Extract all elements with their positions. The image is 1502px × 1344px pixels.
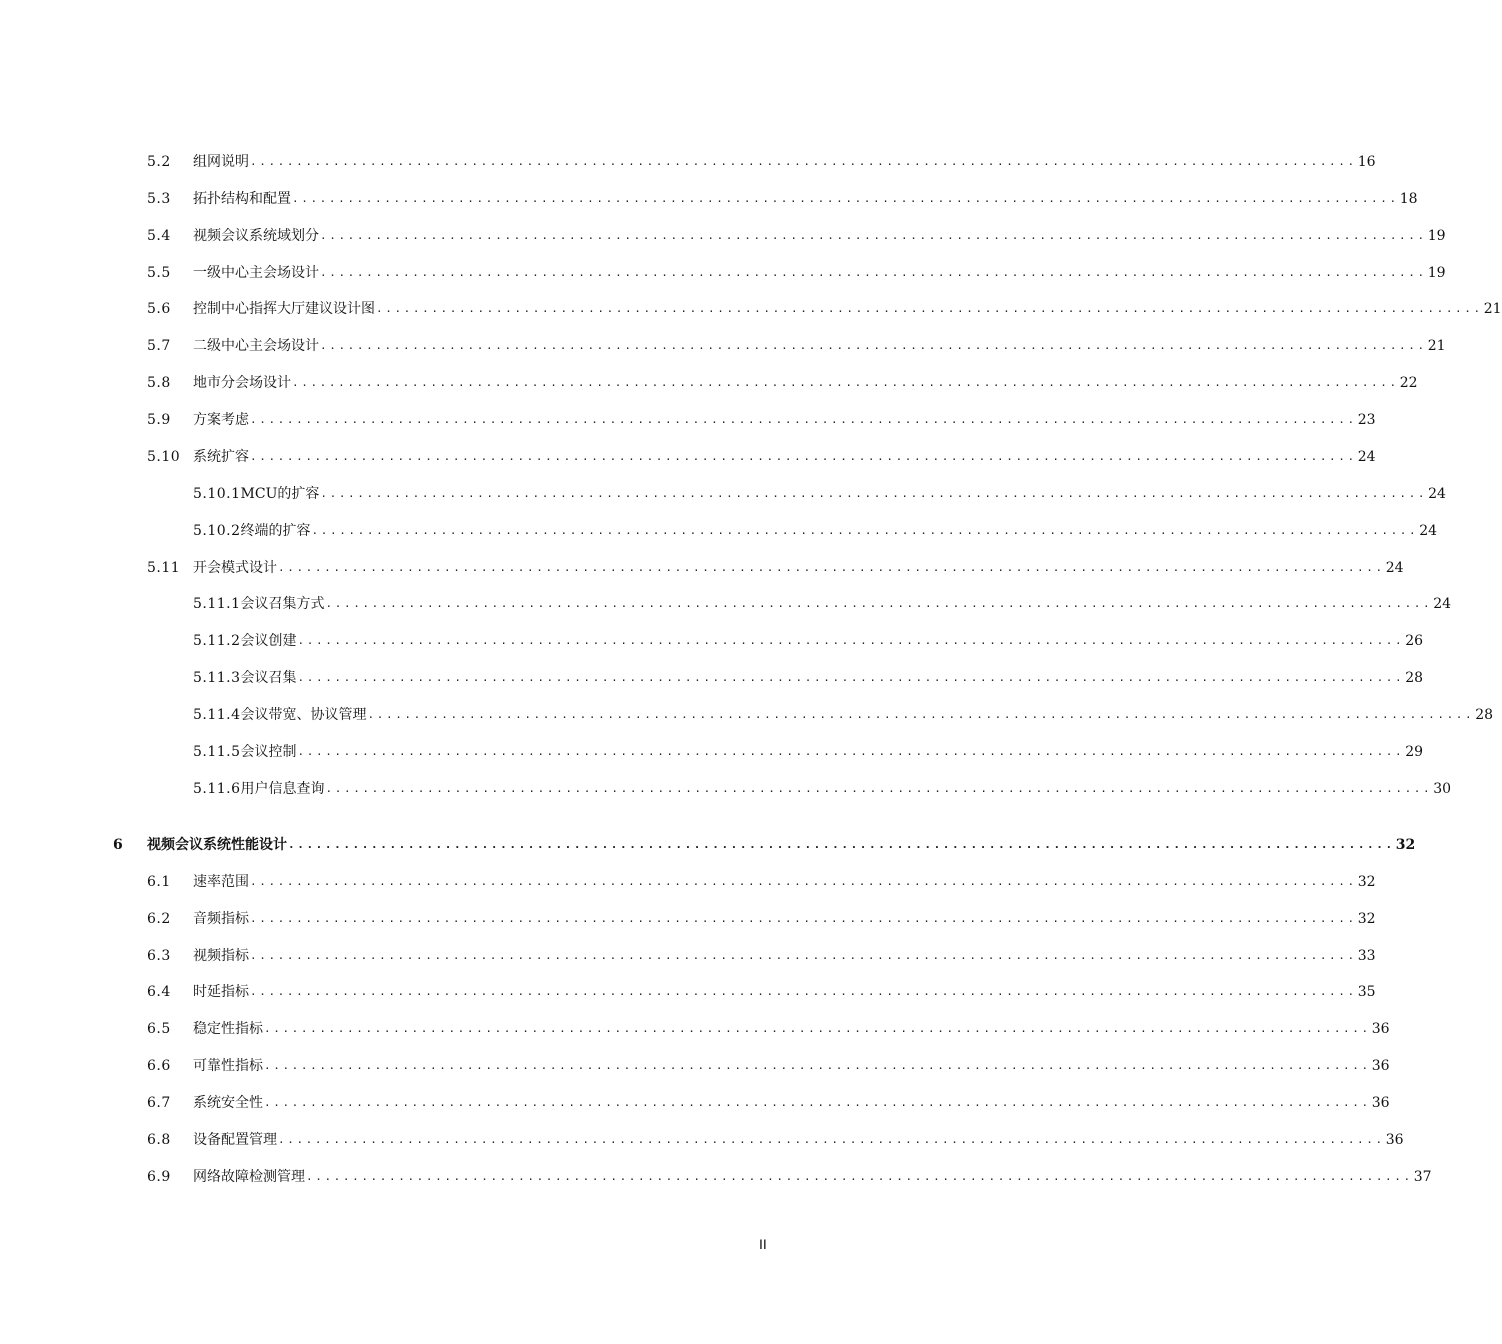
toc-entry-number: 5.4: [147, 228, 171, 244]
toc-entry-number: 6.6: [147, 1058, 171, 1074]
toc-entry-5-9[interactable]: [147, 409, 1376, 431]
toc-entry-title: 会议召集方式: [240, 596, 325, 612]
page-number: II: [759, 1236, 767, 1252]
toc-entry-title: 视频会议系统域划分: [193, 228, 319, 244]
toc-leader-dots: ........................................................................................................................: [320, 229, 1427, 242]
toc-entry-page: 19: [1427, 228, 1446, 244]
toc-entry-page: 24: [1419, 523, 1438, 539]
toc-entry-page: 30: [1433, 781, 1452, 797]
toc-leader-dots: ........................................................................................................................: [250, 912, 1357, 925]
toc-entry-number: 5.11.3: [193, 670, 241, 686]
toc-entry-title: 一级中心主会场设计: [193, 265, 319, 281]
toc-entry-title: 开会模式设计: [193, 560, 277, 576]
toc-entry-number: 5.10.2: [193, 523, 241, 539]
toc-entry-title: 系统安全性: [193, 1095, 263, 1111]
toc-leader-dots: ........................................................................................................................: [250, 155, 1357, 168]
toc-entry-6-1[interactable]: [147, 871, 1376, 893]
toc-entry-number: 6: [113, 837, 124, 853]
toc-entry-title: 会议带宽、协议管理: [240, 707, 367, 723]
toc-entry-title: 拓扑结构和配置: [193, 191, 291, 207]
toc-entry-number: 5.10: [147, 449, 181, 465]
toc-entry-number: 5.11.1: [193, 596, 241, 612]
toc-entry-number: 5.10.1: [193, 486, 241, 502]
toc-leader-dots: ........................................................................................................................: [250, 450, 1357, 463]
toc-entry-number: 5.3: [147, 191, 171, 207]
toc-entry-number: 6.3: [147, 948, 171, 964]
toc-entry-number: 6.2: [147, 911, 171, 927]
toc-entry-page: 36: [1371, 1095, 1390, 1111]
toc-leader-dots: ........................................................................................................................: [278, 561, 1385, 574]
toc-entry-6-2[interactable]: [147, 908, 1376, 930]
toc-entry-number: 5.11: [147, 560, 181, 576]
toc-leader-dots: ........................................................................................................................: [250, 949, 1357, 962]
toc-entry-page: 18: [1399, 191, 1418, 207]
toc-entry-page: 21: [1427, 338, 1446, 354]
toc-entry-page: 35: [1357, 984, 1376, 1000]
toc-entry-page: 33: [1357, 948, 1376, 964]
toc-entry-title: 二级中心主会场设计: [193, 338, 319, 354]
toc-leader-dots: ........................................................................................................................: [250, 985, 1357, 998]
toc-entry-page: 28: [1405, 670, 1424, 686]
toc-leader-dots: ........................................................................................................................: [292, 192, 1399, 205]
toc-entry-5-10-2[interactable]: [193, 520, 1438, 542]
toc-entry-title: 用户信息查询: [240, 781, 325, 797]
toc-entry-title: 地市分会场设计: [193, 375, 291, 391]
toc-entry-5-11-6[interactable]: [193, 778, 1452, 800]
toc-entry-5-11-4[interactable]: [193, 704, 1494, 726]
toc-entry-page: 22: [1399, 375, 1418, 391]
toc-leader-dots: ........................................................................................................................: [264, 1022, 1371, 1035]
toc-entry-title: 会议召集: [240, 670, 297, 686]
toc-entry-title: 稳定性指标: [193, 1021, 263, 1037]
toc-entry-5-5[interactable]: [147, 262, 1446, 284]
toc-entry-number: 5.9: [147, 412, 171, 428]
toc-entry-6-3[interactable]: [147, 945, 1376, 967]
toc-entry-page: 21: [1483, 301, 1502, 317]
toc-entry-number: 5.8: [147, 375, 171, 391]
toc-entry-5-11-3[interactable]: [193, 667, 1424, 689]
toc-entry-number: 6.8: [147, 1132, 171, 1148]
toc-entry-page: 19: [1427, 265, 1446, 281]
toc-entry-title: 终端的扩容: [240, 523, 311, 539]
toc-entry-title: 会议控制: [240, 744, 297, 760]
toc-leader-dots: ........................................................................................................................: [320, 487, 1428, 500]
toc-entry-6-7[interactable]: [147, 1092, 1390, 1114]
toc-entry-title: 方案考虑: [193, 412, 249, 428]
toc-entry-number: 5.6: [147, 301, 171, 317]
toc-entry-number: 6.9: [147, 1169, 171, 1185]
toc-entry-number: 6.4: [147, 984, 171, 1000]
toc-leader-dots: ........................................................................................................................: [297, 745, 1405, 758]
toc-entry-5-11[interactable]: [147, 557, 1404, 579]
toc-entry-page: 36: [1385, 1132, 1404, 1148]
toc-entry-5-11-1[interactable]: [193, 593, 1452, 615]
toc-entry-5-2[interactable]: [147, 151, 1376, 173]
toc-leader-dots: ........................................................................................................................: [297, 634, 1405, 647]
toc-leader-dots: ........................................................................................................................: [311, 524, 1419, 537]
toc-entry-6-8[interactable]: [147, 1129, 1404, 1151]
toc-entry-page: 32: [1357, 874, 1376, 890]
toc-entry-6-4[interactable]: [147, 981, 1376, 1003]
toc-entry-title: 控制中心指挥大厅建议设计图: [193, 301, 375, 317]
toc-entry-page: 24: [1385, 560, 1404, 576]
toc-entry-number: 5.5: [147, 265, 171, 281]
toc-entry-page: 32: [1357, 911, 1376, 927]
toc-leader-dots: ........................................................................................................................: [376, 302, 1483, 315]
toc-leader-dots: ........................................................................................................................: [325, 782, 1433, 795]
toc-entry-5-10-1[interactable]: [193, 483, 1446, 505]
toc-leader-dots: ........................................................................................................................: [264, 1059, 1371, 1072]
toc-entry-title: 视频指标: [193, 948, 249, 964]
toc-entry-page: 29: [1405, 744, 1424, 760]
toc-entry-title: 音频指标: [193, 911, 249, 927]
toc-entry-page: 37: [1413, 1169, 1432, 1185]
toc-leader-dots: ........................................................................................................................: [278, 1133, 1385, 1146]
toc-entry-page: 26: [1405, 633, 1424, 649]
toc-entry-5-10[interactable]: [147, 446, 1376, 468]
toc-entry-6-9[interactable]: [147, 1166, 1432, 1188]
toc-entry-title: 组网说明: [193, 154, 249, 170]
toc-entry-6-5[interactable]: [147, 1018, 1390, 1040]
toc-leader-dots: ........................................................................................................................: [288, 838, 1395, 851]
toc-entry-page: 36: [1371, 1021, 1390, 1037]
toc-entry-title: MCU的扩容: [240, 486, 320, 502]
toc-entry-5-3[interactable]: [147, 188, 1418, 210]
toc-entry-page: 16: [1357, 154, 1376, 170]
toc-leader-dots: ........................................................................................................................: [367, 708, 1475, 721]
toc-entry-5-11-2[interactable]: [193, 630, 1424, 652]
toc-entry-page: 23: [1357, 412, 1376, 428]
toc-entry-number: 5.2: [147, 154, 171, 170]
toc-leader-dots: ........................................................................................................................: [264, 1096, 1371, 1109]
toc-entry-5-4[interactable]: [147, 225, 1446, 247]
toc-entry-number: 6.5: [147, 1021, 171, 1037]
toc-entry-page: 24: [1428, 486, 1446, 502]
toc-leader-dots: ........................................................................................................................: [325, 597, 1433, 610]
toc-entry-number: 6.7: [147, 1095, 171, 1111]
toc-leader-dots: ........................................................................................................................: [250, 875, 1357, 888]
toc-entry-number: 6.1: [147, 874, 171, 890]
toc-entry-number: 5.11.5: [193, 744, 241, 760]
toc-entry-title: 会议创建: [240, 633, 297, 649]
toc-entry-5-6[interactable]: [147, 298, 1502, 320]
toc-entry-title: 可靠性指标: [193, 1058, 263, 1074]
toc-entry-page: 36: [1371, 1058, 1390, 1074]
toc-entry-number: 5.7: [147, 338, 171, 354]
toc-entry-title: 时延指标: [193, 984, 249, 1000]
toc-entry-5-11-5[interactable]: [193, 741, 1424, 763]
toc-leader-dots: ........................................................................................................................: [292, 376, 1399, 389]
toc-entry-6-6[interactable]: [147, 1055, 1390, 1077]
toc-entry-title: 视频会议系统性能设计: [147, 837, 287, 853]
toc-entry-page: 24: [1357, 449, 1376, 465]
toc-entry-page: 32: [1395, 837, 1416, 853]
toc-leader-dots: ........................................................................................................................: [320, 339, 1427, 352]
toc-entry-number: 5.11.6: [193, 781, 241, 797]
toc-entry-number: 5.11.4: [193, 707, 241, 723]
toc-entry-5-8[interactable]: [147, 372, 1418, 394]
toc-entry-title: 系统扩容: [193, 449, 249, 465]
toc-entry-title: 网络故障检测管理: [193, 1169, 305, 1185]
toc-leader-dots: ........................................................................................................................: [297, 671, 1405, 684]
toc-leader-dots: ........................................................................................................................: [306, 1170, 1413, 1183]
toc-entry-title: 速率范围: [193, 874, 249, 890]
toc-entry-page: 28: [1475, 707, 1494, 723]
toc-entry-title: 设备配置管理: [193, 1132, 277, 1148]
toc-leader-dots: ........................................................................................................................: [320, 266, 1427, 279]
toc-entry-number: 5.11.2: [193, 633, 241, 649]
toc-leader-dots: ........................................................................................................................: [250, 413, 1357, 426]
toc-entry-5-7[interactable]: [147, 335, 1446, 357]
toc-entry-page: 24: [1433, 596, 1452, 612]
toc-chapter-6[interactable]: [113, 834, 1416, 856]
